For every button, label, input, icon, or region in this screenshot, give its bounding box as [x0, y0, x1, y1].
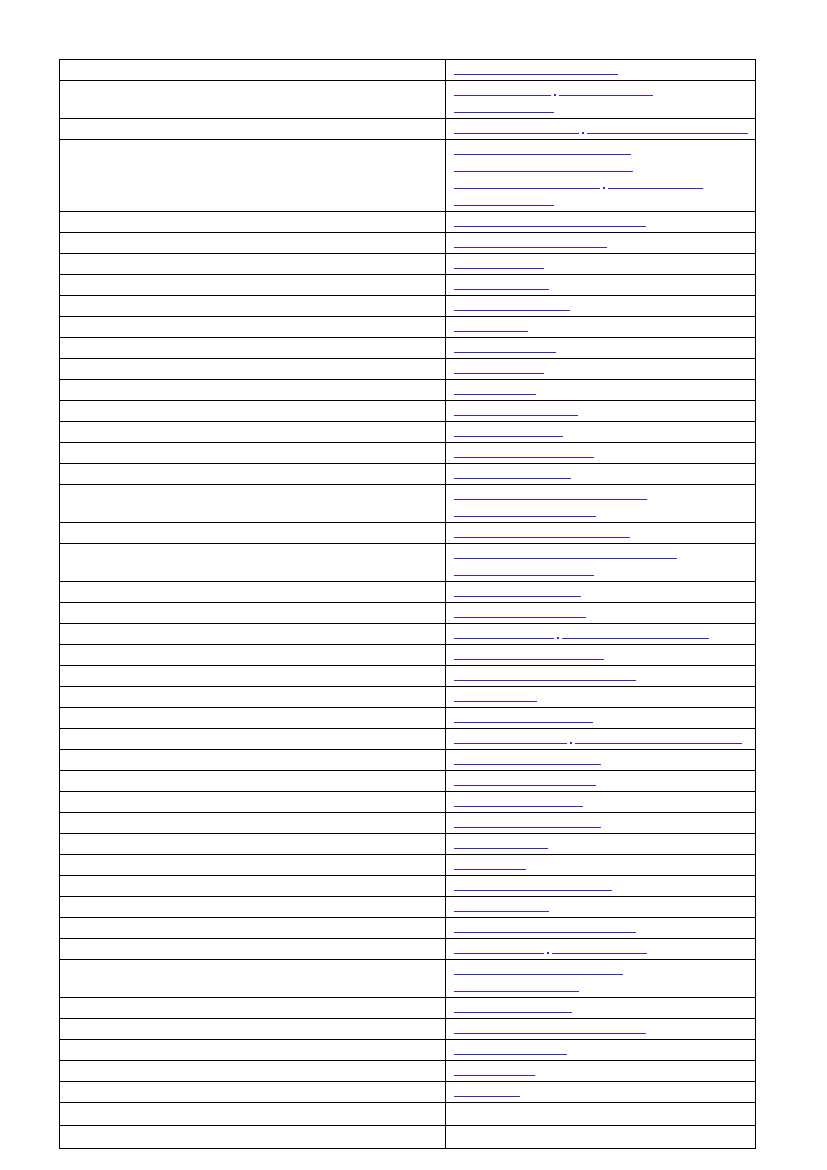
row-links-cell — [446, 60, 756, 81]
row-links-cell — [446, 998, 756, 1019]
link-line — [454, 774, 749, 791]
table-row — [60, 1103, 756, 1126]
link-separator — [554, 627, 562, 638]
row-links-cell — [446, 876, 756, 897]
hyperlink[interactable] — [454, 774, 596, 786]
hyperlink[interactable] — [454, 526, 630, 538]
link-group — [446, 296, 755, 316]
hyperlink[interactable] — [454, 795, 583, 807]
table-row — [60, 729, 756, 750]
row-label-cell — [60, 1082, 446, 1103]
row-label-cell — [60, 918, 446, 939]
row-links-cell — [446, 443, 756, 464]
link-line — [454, 505, 749, 522]
table-row — [60, 380, 756, 401]
link-group — [446, 998, 755, 1018]
link-group — [446, 813, 755, 833]
row-links-cell — [446, 1040, 756, 1061]
table-row — [60, 296, 756, 317]
hyperlink[interactable] — [454, 606, 586, 618]
table-row — [60, 119, 756, 140]
row-label-cell — [60, 233, 446, 254]
link-line — [454, 446, 749, 463]
link-line — [454, 526, 749, 543]
row-links-cell — [446, 624, 756, 645]
link-line — [454, 299, 749, 316]
link-line — [454, 585, 749, 602]
link-line — [454, 236, 749, 253]
row-links-cell — [446, 338, 756, 359]
link-separator — [567, 732, 575, 743]
link-group — [446, 897, 755, 917]
row-links-cell — [446, 813, 756, 834]
row-links-cell — [446, 1103, 756, 1126]
hyperlink[interactable] — [454, 505, 596, 517]
link-line — [454, 980, 749, 997]
row-label-cell — [60, 422, 446, 443]
hyperlink[interactable] — [454, 383, 536, 395]
link-separator — [551, 84, 559, 95]
link-group — [446, 60, 755, 80]
link-line — [454, 425, 749, 442]
row-label-cell — [60, 464, 446, 485]
row-label-cell — [60, 603, 446, 624]
link-line — [454, 194, 749, 211]
table-row — [60, 666, 756, 687]
link-line — [454, 753, 749, 770]
table-row — [60, 855, 756, 876]
row-links-cell — [446, 645, 756, 666]
link-line — [454, 1085, 749, 1102]
table-row — [60, 1040, 756, 1061]
link-group — [446, 666, 755, 686]
table-row — [60, 422, 756, 443]
table-row — [60, 275, 756, 296]
link-group — [446, 1019, 755, 1039]
link-line — [454, 84, 749, 101]
link-line — [454, 547, 749, 564]
table-row — [60, 140, 756, 212]
row-label-cell — [60, 750, 446, 771]
row-label-cell — [60, 401, 446, 422]
link-group — [446, 544, 755, 581]
row-label-cell — [60, 544, 446, 582]
hyperlink[interactable] — [454, 467, 571, 479]
hyperlink[interactable] — [454, 690, 537, 702]
hyperlink[interactable] — [454, 122, 579, 134]
link-line — [454, 383, 749, 400]
link-line — [454, 278, 749, 295]
hyperlink[interactable] — [454, 1085, 520, 1097]
link-group — [446, 834, 755, 854]
link-line — [454, 122, 749, 139]
row-links-cell — [446, 523, 756, 544]
row-links-cell — [446, 750, 756, 771]
hyperlink[interactable] — [454, 446, 594, 458]
row-links-cell — [446, 212, 756, 233]
row-label-cell — [60, 792, 446, 813]
table-row — [60, 443, 756, 464]
hyperlink[interactable] — [454, 84, 551, 96]
row-links-cell — [446, 792, 756, 813]
row-label-cell — [60, 317, 446, 338]
row-label-cell — [60, 485, 446, 523]
table-row — [60, 254, 756, 275]
hyperlink[interactable] — [454, 299, 570, 311]
table-row — [60, 998, 756, 1019]
hyperlink[interactable] — [587, 122, 748, 134]
table-row — [60, 750, 756, 771]
row-label-cell — [60, 140, 446, 212]
table-row — [60, 359, 756, 380]
table-row — [60, 544, 756, 582]
hyperlink[interactable] — [454, 341, 556, 353]
hyperlink[interactable] — [454, 1064, 535, 1076]
table-row — [60, 960, 756, 998]
table-row — [60, 523, 756, 544]
hyperlink[interactable] — [559, 84, 653, 96]
row-label-cell — [60, 1103, 446, 1126]
hyperlink[interactable] — [454, 711, 593, 723]
row-links-cell — [446, 729, 756, 750]
hyperlink[interactable] — [454, 963, 623, 975]
hyperlink[interactable] — [454, 488, 647, 500]
link-line — [454, 101, 749, 118]
link-group — [446, 485, 755, 522]
link-group — [446, 359, 755, 379]
table-row — [60, 464, 756, 485]
link-line — [454, 341, 749, 358]
link-separator — [600, 177, 608, 188]
table-row — [60, 918, 756, 939]
hyperlink[interactable] — [454, 177, 600, 189]
hyperlink[interactable] — [454, 921, 636, 933]
link-line — [454, 215, 749, 232]
hyperlink[interactable] — [454, 648, 604, 660]
row-label-cell — [60, 960, 446, 998]
link-group — [446, 212, 755, 232]
row-links-cell — [446, 317, 756, 338]
table-row — [60, 1082, 756, 1103]
link-group — [446, 624, 755, 644]
row-label-cell — [60, 582, 446, 603]
row-label-cell — [60, 359, 446, 380]
hyperlink[interactable] — [454, 63, 618, 75]
row-label-cell — [60, 855, 446, 876]
row-label-cell — [60, 708, 446, 729]
link-group — [446, 1103, 755, 1125]
link-group — [446, 523, 755, 543]
link-line — [454, 1064, 749, 1081]
link-group — [446, 443, 755, 463]
row-label-cell — [60, 876, 446, 897]
link-line — [454, 732, 749, 749]
link-group — [446, 918, 755, 938]
hyperlink[interactable] — [454, 564, 594, 576]
row-links-cell — [446, 140, 756, 212]
table-row — [60, 212, 756, 233]
row-label-cell — [60, 275, 446, 296]
link-line — [454, 564, 749, 581]
row-label-cell — [60, 81, 446, 119]
link-line — [454, 858, 749, 875]
hyperlink[interactable] — [454, 585, 581, 597]
link-group — [446, 645, 755, 665]
row-links-cell — [446, 1082, 756, 1103]
row-label-cell — [60, 1126, 446, 1149]
table-row — [60, 813, 756, 834]
row-links-cell — [446, 275, 756, 296]
row-links-cell — [446, 771, 756, 792]
table-row — [60, 233, 756, 254]
link-group — [446, 750, 755, 770]
link-separator — [579, 122, 587, 133]
hyperlink[interactable] — [454, 753, 601, 765]
link-group — [446, 792, 755, 812]
hyperlink[interactable] — [562, 627, 709, 639]
hyperlink[interactable] — [552, 942, 647, 954]
table-row — [60, 81, 756, 119]
link-group — [446, 119, 755, 139]
row-links-cell — [446, 687, 756, 708]
row-label-cell — [60, 338, 446, 359]
link-line — [454, 627, 749, 644]
row-links-cell — [446, 1019, 756, 1040]
row-links-cell — [446, 939, 756, 960]
table-row — [60, 485, 756, 523]
link-group — [446, 254, 755, 274]
link-group — [446, 729, 755, 749]
link-group — [446, 338, 755, 358]
link-line — [454, 362, 749, 379]
row-label-cell — [60, 645, 446, 666]
hyperlink[interactable] — [454, 1001, 572, 1013]
row-label-cell — [60, 1019, 446, 1040]
link-group — [446, 855, 755, 875]
link-group — [446, 582, 755, 602]
row-links-cell — [446, 464, 756, 485]
table-row — [60, 60, 756, 81]
link-table — [59, 59, 756, 1149]
table-row — [60, 1126, 756, 1149]
table-row — [60, 645, 756, 666]
table-row — [60, 771, 756, 792]
link-line — [454, 63, 749, 80]
row-links-cell — [446, 544, 756, 582]
link-group — [446, 275, 755, 295]
row-label-cell — [60, 624, 446, 645]
row-label-cell — [60, 939, 446, 960]
link-group — [446, 464, 755, 484]
table-row — [60, 317, 756, 338]
link-group — [446, 1126, 755, 1148]
link-line — [454, 143, 749, 160]
link-group — [446, 939, 755, 959]
row-links-cell — [446, 897, 756, 918]
hyperlink[interactable] — [454, 879, 612, 891]
hyperlink[interactable] — [454, 942, 544, 954]
hyperlink[interactable] — [454, 278, 549, 290]
table-row — [60, 897, 756, 918]
row-links-cell — [446, 834, 756, 855]
link-group — [446, 960, 755, 997]
link-line — [454, 669, 749, 686]
row-links-cell — [446, 666, 756, 687]
row-label-cell — [60, 687, 446, 708]
link-group — [446, 233, 755, 253]
row-label-cell — [60, 813, 446, 834]
table-row — [60, 582, 756, 603]
row-label-cell — [60, 1061, 446, 1082]
hyperlink[interactable] — [454, 900, 549, 912]
link-line — [454, 648, 749, 665]
link-group — [446, 1040, 755, 1060]
link-group — [446, 876, 755, 896]
link-group — [446, 380, 755, 400]
hyperlink[interactable] — [454, 257, 544, 269]
row-links-cell — [446, 296, 756, 317]
row-links-cell — [446, 1061, 756, 1082]
row-links-cell — [446, 380, 756, 401]
row-label-cell — [60, 254, 446, 275]
hyperlink[interactable] — [454, 404, 578, 416]
row-links-cell — [446, 918, 756, 939]
link-group — [446, 81, 755, 118]
link-group — [446, 401, 755, 421]
row-links-cell — [446, 233, 756, 254]
table-row — [60, 401, 756, 422]
hyperlink[interactable] — [454, 627, 554, 639]
link-line — [454, 177, 749, 194]
hyperlink[interactable] — [575, 732, 742, 744]
row-label-cell — [60, 998, 446, 1019]
row-label-cell — [60, 834, 446, 855]
hyperlink[interactable] — [454, 425, 563, 437]
link-group — [446, 140, 755, 211]
hyperlink[interactable] — [608, 177, 703, 189]
hyperlink[interactable] — [454, 215, 646, 227]
hyperlink[interactable] — [454, 547, 677, 559]
row-label-cell — [60, 212, 446, 233]
row-links-cell — [446, 485, 756, 523]
hyperlink[interactable] — [454, 732, 567, 744]
row-links-cell — [446, 603, 756, 624]
table-row — [60, 1061, 756, 1082]
link-line — [454, 606, 749, 623]
hyperlink[interactable] — [454, 837, 548, 849]
link-line — [454, 1001, 749, 1018]
hyperlink[interactable] — [454, 1043, 567, 1055]
row-links-cell — [446, 254, 756, 275]
table-row — [60, 624, 756, 645]
hyperlink[interactable] — [454, 816, 601, 828]
hyperlink[interactable] — [454, 101, 554, 113]
table-row — [60, 708, 756, 729]
hyperlink[interactable] — [454, 858, 526, 870]
link-group — [446, 708, 755, 728]
hyperlink[interactable] — [454, 669, 636, 681]
row-links-cell — [446, 1126, 756, 1149]
row-label-cell — [60, 380, 446, 401]
link-line — [454, 795, 749, 812]
link-group — [446, 687, 755, 707]
hyperlink[interactable] — [454, 236, 607, 248]
row-links-cell — [446, 708, 756, 729]
link-line — [454, 963, 749, 980]
row-label-cell — [60, 60, 446, 81]
row-links-cell — [446, 359, 756, 380]
link-line — [454, 942, 749, 959]
table-row — [60, 687, 756, 708]
link-group — [446, 1061, 755, 1081]
link-line — [454, 690, 749, 707]
table-row — [60, 834, 756, 855]
row-links-cell — [446, 960, 756, 998]
link-line — [454, 467, 749, 484]
link-line — [454, 879, 749, 896]
link-line — [454, 837, 749, 854]
hyperlink[interactable] — [454, 143, 631, 155]
hyperlink[interactable] — [454, 320, 528, 332]
row-label-cell — [60, 443, 446, 464]
link-line — [454, 900, 749, 917]
link-line — [454, 160, 749, 177]
table-row — [60, 338, 756, 359]
link-line — [454, 921, 749, 938]
hyperlink[interactable] — [454, 194, 554, 206]
row-label-cell — [60, 771, 446, 792]
row-label-cell — [60, 897, 446, 918]
hyperlink[interactable] — [454, 1022, 646, 1034]
link-line — [454, 257, 749, 274]
link-group — [446, 603, 755, 623]
hyperlink[interactable] — [454, 362, 544, 374]
table-row — [60, 792, 756, 813]
link-line — [454, 711, 749, 728]
hyperlink[interactable] — [454, 980, 579, 992]
row-label-cell — [60, 1040, 446, 1061]
link-group — [446, 1082, 755, 1102]
link-line — [454, 320, 749, 337]
row-links-cell — [446, 119, 756, 140]
table-row — [60, 1019, 756, 1040]
row-label-cell — [60, 729, 446, 750]
row-links-cell — [446, 422, 756, 443]
link-group — [446, 317, 755, 337]
link-group — [446, 771, 755, 791]
row-links-cell — [446, 81, 756, 119]
row-label-cell — [60, 119, 446, 140]
link-group — [446, 422, 755, 442]
link-line — [454, 404, 749, 421]
row-label-cell — [60, 523, 446, 544]
row-label-cell — [60, 666, 446, 687]
link-line — [454, 1022, 749, 1039]
link-line — [454, 488, 749, 505]
link-line — [454, 816, 749, 833]
row-links-cell — [446, 582, 756, 603]
table-row — [60, 603, 756, 624]
link-separator — [544, 942, 552, 953]
hyperlink[interactable] — [454, 160, 633, 172]
link-line — [454, 1043, 749, 1060]
row-links-cell — [446, 401, 756, 422]
row-links-cell — [446, 855, 756, 876]
table-row — [60, 876, 756, 897]
row-label-cell — [60, 296, 446, 317]
table-row — [60, 939, 756, 960]
